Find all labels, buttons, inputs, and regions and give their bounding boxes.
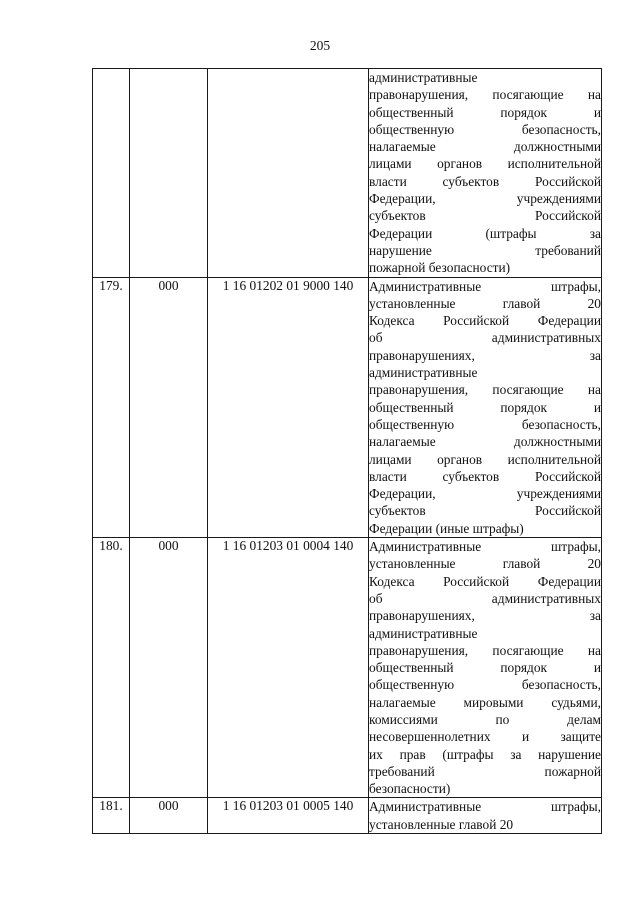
description-line: несовершеннолетних и защите <box>369 729 601 745</box>
description-line: налагаемые мировыми судьями, <box>369 694 601 710</box>
description-line: административные <box>369 70 478 85</box>
description-line: Административные штрафы, <box>369 539 601 555</box>
table-body <box>93 69 602 834</box>
description-line: Федерации, учреждениями <box>369 191 601 207</box>
row-number-cell: 179. <box>93 277 130 537</box>
page-number: 205 <box>309 38 331 53</box>
admin-code-cell: 000 <box>130 798 208 834</box>
description-line: правонарушения, посягающие на <box>369 382 601 398</box>
budget-code-cell <box>208 69 369 278</box>
description-line: общественную безопасность, <box>369 677 601 693</box>
description-line: власти субъектов Российской <box>369 173 601 189</box>
budget-code-cell: 1 16 01203 01 0005 140 <box>208 798 369 834</box>
description-line: налагаемые должностными <box>369 434 601 450</box>
description-line: установленные главой 20 <box>369 295 601 311</box>
description-line: Административные штрафы, <box>369 799 601 815</box>
row-number-cell: 181. <box>93 798 130 834</box>
budget-code-cell: 1 16 01203 01 0004 140 <box>208 538 369 798</box>
description-line: их прав (штрафы за нарушение <box>369 746 601 762</box>
table-row <box>93 69 602 278</box>
row-number-cell <box>93 69 130 278</box>
description-line: общественный порядок и <box>369 104 601 120</box>
description-line: правонарушениях, за <box>369 608 601 624</box>
description-line: Федерации (штрафы за <box>369 225 601 241</box>
description-line: об административных <box>369 330 601 346</box>
description-line: налагаемые должностными <box>369 139 601 155</box>
description-line: установленные главой 20 <box>369 556 601 572</box>
description-line: правонарушения, посягающие на <box>369 87 601 103</box>
description-line: общественную безопасность, <box>369 121 601 137</box>
description-line: безопасности) <box>369 781 451 797</box>
description-line: лицами органов исполнительной <box>369 156 601 172</box>
budget-code-cell: 1 16 01202 01 9000 140 <box>208 277 369 537</box>
description-line: пожарной безопасности) <box>369 260 511 276</box>
description-line: административные <box>369 365 478 381</box>
description-line: нарушение требований <box>369 242 601 258</box>
description-line: власти субъектов Российской <box>369 468 601 484</box>
description-line: административные <box>369 625 478 641</box>
description-line: комиссиями по делам <box>369 711 601 727</box>
description-cell <box>369 69 602 278</box>
description-line: общественную безопасность, <box>369 416 601 432</box>
description-line: субъектов Российской <box>369 208 601 224</box>
admin-code-cell: 000 <box>130 277 208 537</box>
table-row <box>93 798 602 834</box>
description-line: установленные главой 20 <box>369 816 514 832</box>
description-cell <box>369 798 602 834</box>
description-line: Федерации, учреждениями <box>369 486 601 502</box>
description-line: Кодекса Российской Федерации <box>369 313 601 329</box>
table-row <box>93 538 602 798</box>
description-line: общественный порядок и <box>369 399 601 415</box>
description-line: Кодекса Российской Федерации <box>369 573 601 589</box>
description-line: субъектов Российской <box>369 503 601 519</box>
description-line: общественный порядок и <box>369 660 601 676</box>
description-line: требований пожарной <box>369 763 601 779</box>
description-line: правонарушения, посягающие на <box>369 642 601 658</box>
description-line: Федерации (иные штрафы) <box>369 520 524 536</box>
description-line: лицами органов исполнительной <box>369 451 601 467</box>
description-line: об административных <box>369 590 601 606</box>
row-number-cell: 180. <box>93 538 130 798</box>
table-row <box>93 277 602 537</box>
admin-code-cell <box>130 69 208 278</box>
budget-code-table <box>92 68 602 834</box>
description-line: Административные штрафы, <box>369 278 601 294</box>
description-cell <box>369 277 602 537</box>
description-cell <box>369 538 602 798</box>
description-line: правонарушениях, за <box>369 347 601 363</box>
admin-code-cell: 000 <box>130 538 208 798</box>
